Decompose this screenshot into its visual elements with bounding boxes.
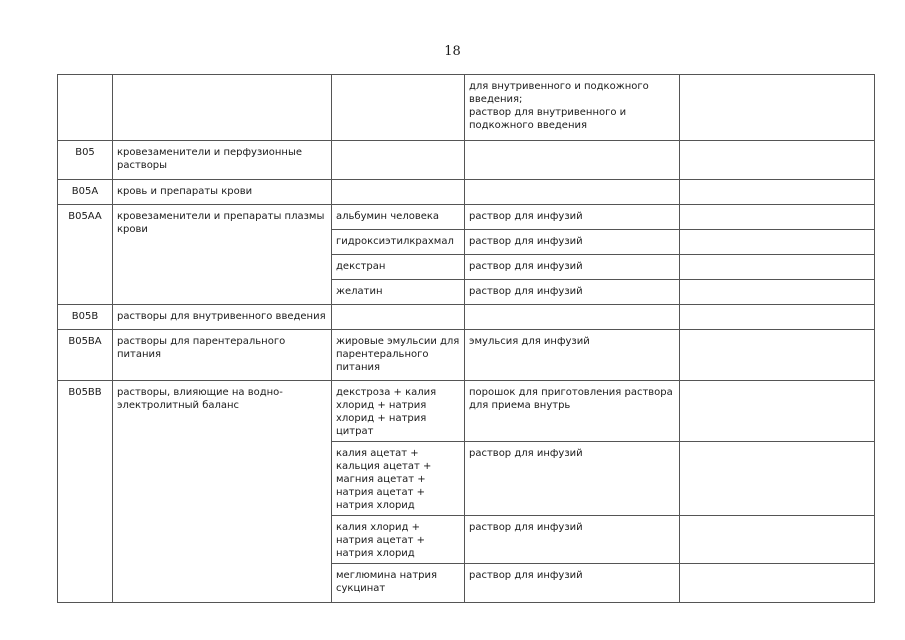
- page-number: 18: [444, 44, 461, 59]
- drug-cell: декстроза + калия хлорид + натрия хлорид + натрия цитрат: [332, 381, 465, 442]
- note-cell: [680, 330, 875, 381]
- name-cell: кровь и препараты крови: [113, 180, 332, 205]
- drug-cell: [332, 180, 465, 205]
- drug-cell: гидроксиэтилкрахмал: [332, 230, 465, 255]
- form-cell: раствор для инфузий: [465, 442, 680, 516]
- note-cell: [680, 305, 875, 330]
- drug-cell: [332, 305, 465, 330]
- name-cell: [113, 75, 332, 141]
- name-cell: растворы, влияющие на водно-электролитный баланс: [113, 381, 332, 603]
- drug-cell: альбумин человека: [332, 205, 465, 230]
- note-cell: [680, 180, 875, 205]
- form-cell: эмульсия для инфузий: [465, 330, 680, 381]
- name-cell: растворы для внутривенного введения: [113, 305, 332, 330]
- code-cell: B05BB: [58, 381, 113, 603]
- note-cell: [680, 280, 875, 305]
- table-row: [58, 180, 875, 205]
- name-cell: растворы для парентерального питания: [113, 330, 332, 381]
- code-cell: B05: [58, 141, 113, 180]
- form-cell: раствор для инфузий: [465, 516, 680, 564]
- drug-cell: желатин: [332, 280, 465, 305]
- note-cell: [680, 255, 875, 280]
- form-cell: раствор для инфузий: [465, 230, 680, 255]
- code-cell: B05BA: [58, 330, 113, 381]
- drug-cell: калия ацетат + кальция ацетат + магния ацетат + натрия ацетат + натрия хлорид: [332, 442, 465, 516]
- name-cell: кровезаменители и препараты плазмы крови: [113, 205, 332, 305]
- table-row: [58, 330, 875, 381]
- table-row: [58, 305, 875, 330]
- form-cell: для внутривенного и подкожного введения; раствор для внутривенного и подкожного введения: [465, 75, 680, 141]
- drug-cell: калия хлорид + натрия ацетат + натрия хлорид: [332, 516, 465, 564]
- code-cell: B05AA: [58, 205, 113, 305]
- drug-table: [57, 74, 875, 603]
- form-cell: [465, 305, 680, 330]
- note-cell: [680, 205, 875, 230]
- note-cell: [680, 75, 875, 141]
- form-cell: раствор для инфузий: [465, 205, 680, 230]
- note-cell: [680, 141, 875, 180]
- note-cell: [680, 516, 875, 564]
- form-cell: раствор для инфузий: [465, 255, 680, 280]
- form-cell: раствор для инфузий: [465, 280, 680, 305]
- table-row: [58, 381, 875, 442]
- form-cell: [465, 180, 680, 205]
- form-cell: [465, 141, 680, 180]
- table-row: [58, 205, 875, 230]
- code-cell: B05B: [58, 305, 113, 330]
- name-cell: кровезаменители и перфузионные растворы: [113, 141, 332, 180]
- table-row: [58, 75, 875, 141]
- note-cell: [680, 230, 875, 255]
- drug-cell: декстран: [332, 255, 465, 280]
- table-row: [58, 141, 875, 180]
- drug-cell: [332, 141, 465, 180]
- drug-cell: жировые эмульсии для парентерального питания: [332, 330, 465, 381]
- form-cell: порошок для приготовления раствора для приема внутрь: [465, 381, 680, 442]
- note-cell: [680, 564, 875, 603]
- code-cell: [58, 75, 113, 141]
- note-cell: [680, 442, 875, 516]
- drug-cell: меглюмина натрия сукцинат: [332, 564, 465, 603]
- note-cell: [680, 381, 875, 442]
- code-cell: B05A: [58, 180, 113, 205]
- drug-cell: [332, 75, 465, 141]
- form-cell: раствор для инфузий: [465, 564, 680, 603]
